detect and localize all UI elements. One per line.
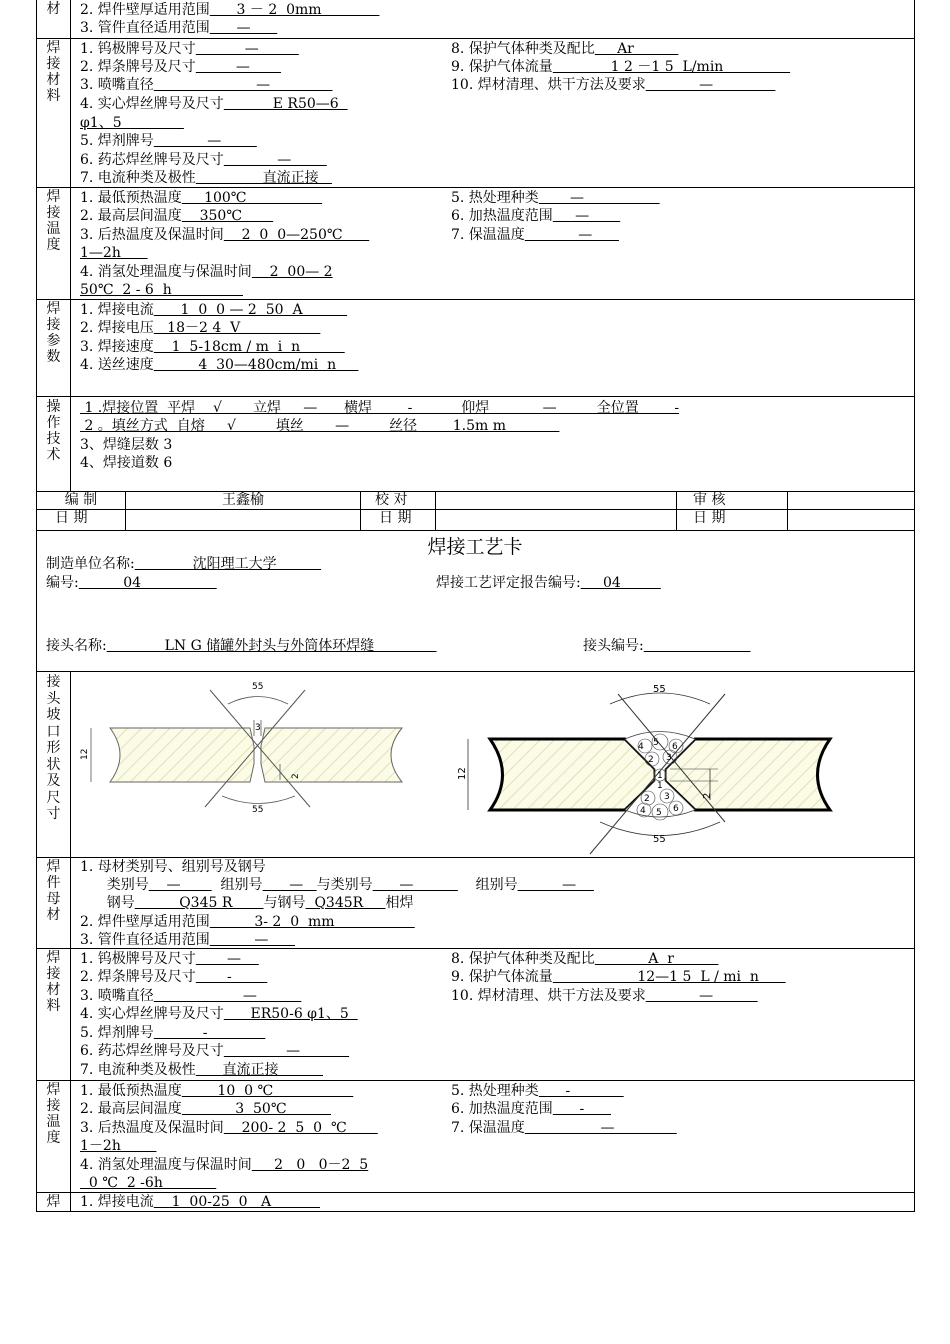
section-base-material-top (36, 0, 915, 39)
root-face-label: 2 (702, 792, 713, 799)
field-line: 6. 药芯焊丝牌号及尺寸 — (80, 152, 327, 168)
field-line: 1. 焊接电流 1 0 0 — 2 50 A (80, 302, 348, 318)
field-line: 1. 钨极牌号及尺寸 — (80, 951, 259, 967)
field-line: 2. 焊条牌号及尺寸 - (80, 969, 268, 985)
pass-number: 3 (666, 753, 672, 763)
section-filler-materials (36, 38, 915, 188)
groove-after-weld (457, 684, 830, 854)
welding-position-line: 1 .焊接位置 平焊 √ 立焊 — 横焊 - 仰焊 — 全位置 - (80, 400, 680, 416)
field-line: 2. 最高层间温度 350℃ (80, 208, 274, 224)
angle-label: 55 (252, 805, 264, 815)
field-line: 5. 焊剂牌号 — (80, 133, 257, 149)
check-value (436, 492, 677, 509)
field-line: 6. 加热温度范围 — (451, 208, 621, 224)
org-line: 制造单位名称: 沈阳理工大学 (46, 556, 322, 572)
section-filler-materials-2 (36, 948, 915, 1081)
field-line: 4. 送丝速度 4 30—480cm/mi n (80, 357, 359, 373)
wall-thickness-line: 2. 焊件壁厚适用范围 3 － 2 0mm (80, 2, 380, 18)
pass-number: 1 (657, 781, 663, 791)
field-line: 1－2h (80, 1138, 157, 1154)
field-line: 8. 保护气体种类及配比 Ar (451, 41, 679, 57)
angle-label: 55 (653, 684, 666, 695)
date-row (36, 509, 915, 531)
date-value (788, 510, 914, 530)
groove-before-weld (80, 682, 402, 815)
groove-drawings (70, 672, 914, 857)
date-value (126, 510, 361, 530)
section-welding-temperature-2 (36, 1080, 915, 1193)
field-line: 2. 焊接电压 18－2 4 V (80, 320, 321, 336)
pass-number: 1 (657, 771, 663, 781)
pass-number: 6 (673, 804, 679, 814)
date-label: 日 期 (677, 510, 788, 530)
field-line: 7. 保温温度 — (451, 1120, 677, 1136)
field-line: 10. 焊材清理、烘干方法及要求 — (451, 77, 776, 93)
field-line: 2. 最高层间温度 3 50℃ (80, 1101, 331, 1117)
section-label: 焊 接 参 数 (37, 300, 71, 396)
pass-number: 5 (653, 738, 659, 748)
field-line: 4. 实心焊丝牌号及尺寸 E R50—6 (80, 96, 348, 112)
field-line: 7. 保温温度 — (451, 227, 619, 243)
filler-method-line: 2 。填丝方式 自熔 √ 填丝 — 丝径 1.5m m (80, 418, 560, 434)
field-line: 5. 热处理种类 - (451, 1083, 624, 1099)
angle-label: 55 (252, 682, 264, 692)
field-line: 6. 加热温度范围 - (451, 1101, 611, 1117)
pass-number: 4 (640, 806, 646, 816)
field-line: 50℃ 2 - 6 h (80, 282, 243, 298)
field-line: 9. 保护气体流量 12—1 5 L / mi n (451, 969, 786, 985)
section-welding-parameters-2 (36, 1192, 915, 1212)
section-operation-technique (36, 396, 915, 492)
section-label: 材 (37, 0, 71, 38)
section-label: 操 作 技 术 (37, 397, 71, 491)
field-line: 6. 药芯焊丝牌号及尺寸 — (80, 1043, 350, 1059)
review-label: 审 核 (677, 492, 788, 509)
field-line: 5. 焊剂牌号 - (80, 1025, 266, 1041)
joint-name-line: 接头名称: LN G 储罐外封头与外筒体环焊缝 (46, 638, 437, 654)
thickness-label: 12 (80, 748, 90, 760)
check-label: 校 对 (361, 492, 436, 509)
field-line: 3. 喷嘴直径 — (80, 77, 333, 93)
section-label: 接 头 坡 口 形 状 及 尺 寸 (37, 672, 71, 857)
field-line: 类别号 — 组别号 — 与类别号 — 组别号 — (80, 877, 594, 893)
weld-layers-line: 3、焊缝层数 3 (80, 437, 173, 453)
field-line: 1. 焊接电流 1 00-25 0 A (80, 1194, 321, 1210)
section-label: 焊 接 材 料 (37, 39, 71, 187)
field-line: 2. 焊件壁厚适用范围 3- 2 0 mm (80, 914, 415, 930)
field-line: 8. 保护气体种类及配比 A r (451, 951, 719, 967)
weld-passes-line: 4、焊接道数 6 (80, 455, 173, 471)
number-line: 编号: 04 (46, 575, 217, 591)
field-line: 4. 消氢处理温度与保温时间 2 0 0－2 5 (80, 1157, 369, 1173)
section-label: 焊 接 温 度 (37, 1081, 71, 1192)
section-label: 焊 件 母 材 (37, 858, 71, 948)
section-label: 焊 接 材 料 (37, 949, 71, 1080)
pipe-diameter-line: 3. 管件直径适用范围 — (80, 20, 278, 36)
field-line: 7. 电流种类及极性 直流正接 (80, 1062, 324, 1078)
date-label: 日 期 (361, 510, 436, 530)
field-line: 1. 钨极牌号及尺寸 — (80, 41, 299, 57)
date-value (436, 510, 677, 530)
maker-label: 编 制 (37, 492, 126, 509)
field-line: 3. 后热温度及保温时间 200- 2 5 0 ℃ (80, 1120, 378, 1136)
pass-number: 2 (648, 755, 654, 765)
card-title: 焊接工艺卡 (427, 536, 523, 558)
section-label: 焊 (37, 1193, 71, 1211)
gap-label: 3 (255, 723, 261, 733)
section-welding-temperature (36, 187, 915, 300)
field-line: 1. 母材类别号、组别号及钢号 (80, 859, 266, 875)
field-line: 10. 焊材清理、烘干方法及要求 — (451, 988, 758, 1004)
signature-row (36, 491, 915, 510)
field-line: φ1、5 (80, 115, 184, 131)
field-line: 5. 热处理种类 — (451, 190, 660, 206)
thickness-label: 12 (457, 767, 468, 780)
joint-number-line: 接头编号: (583, 638, 644, 654)
field-line: 1—2h (80, 245, 148, 261)
section-base-material (36, 857, 915, 949)
angle-label: 55 (653, 834, 666, 845)
section-welding-parameters (36, 299, 915, 397)
field-line: 3. 管件直径适用范围 — (80, 932, 296, 948)
pass-number: 5 (656, 808, 662, 818)
section-label: 焊 接 温 度 (37, 188, 71, 299)
field-line: 1. 最低预热温度 100℃ (80, 190, 323, 206)
report-number-line: 焊接工艺评定报告编号: 04 (436, 575, 661, 591)
field-line: 4. 实心焊丝牌号及尺寸 ER50-6 φ1、5 (80, 1006, 358, 1022)
root-face-label: 2 (291, 773, 301, 779)
review-value (788, 492, 914, 509)
field-line: 3. 焊接速度 1 5-18cm / m i n (80, 339, 345, 355)
field-line: 2. 焊条牌号及尺寸 — (80, 59, 282, 75)
pass-number: 4 (638, 742, 644, 752)
field-line: 3. 喷嘴直径 — (80, 988, 302, 1004)
pass-number: 2 (644, 794, 650, 804)
field-line: 0 ℃ 2 -6h (80, 1175, 217, 1191)
field-line: 9. 保护气体流量 1 2 －1 5 L/min (451, 59, 791, 75)
field-line: 3. 后热温度及保温时间 2 0 0—250℃ (80, 227, 370, 243)
pass-number: 3 (664, 792, 670, 802)
field-line: 钢号 Q345 R 与钢号 Q345R 相焊 (80, 895, 414, 911)
maker-name: 王鑫榆 (126, 492, 361, 509)
pass-number: 6 (672, 742, 678, 752)
field-line: 1. 最低预热温度 10 0 ℃ (80, 1083, 354, 1099)
field-line: 4. 消氢处理温度与保温时间 2 00— 2 (80, 264, 333, 280)
field-line: 7. 电流种类及极性 直流正接 (80, 170, 332, 186)
date-label: 日 期 (37, 510, 126, 530)
